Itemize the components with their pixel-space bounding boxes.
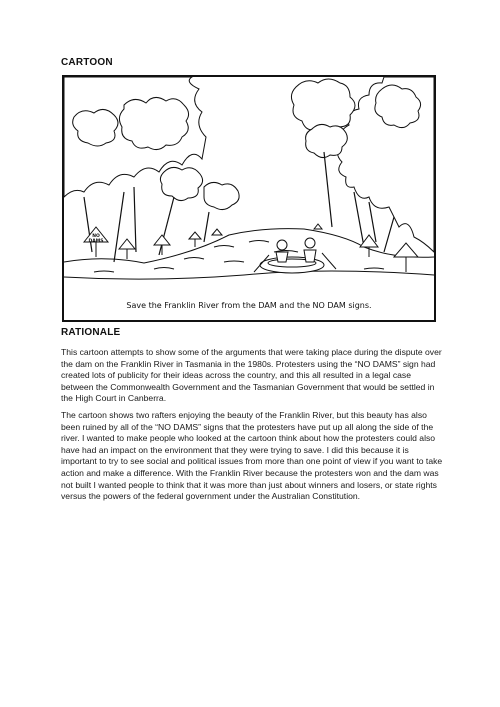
rationale-paragraph-1: This cartoon attempts to show some of the arguments that were taking place during the dispute over the dam on the Franklin River in Tasmania in the 1980s. Protesters using the “NO DAMS” sign had created lots of publicity for their ideas across the country, and this all resulted in a legal case between the Commonwealth Government and the Tasmanian Government that would be settled in the High Court in Canberra. (61, 347, 442, 404)
no-dams-sign (189, 232, 201, 247)
no-dams-sign (314, 224, 322, 229)
cartoon-caption: Save the Franklin River from the DAM and the NO DAM signs. (126, 301, 372, 310)
no-dams-sign (119, 239, 135, 259)
rationale-paragraph-2: The cartoon shows two rafters enjoying the beauty of the Franklin River, but this beauty has also been ruined by all of the “NO DAMS” signs that the protesters have put up all along the side of the river. I wanted to make people who looked at the cartoon think about how the protesters could also have had an impact on the environment that they were trying to save. I did this because it is important to try to see social and political issues from more than one point of view if you want to take action and make a difference. With the Franklin River because the protesters won and the dam was not built I wanted people to think that it was more than just about winners and losers, or state rights versus the powers of the federal government under the Australian Constitution. (61, 410, 443, 502)
rationale-heading: RATIONALE (61, 327, 121, 338)
cartoon-drawing (64, 77, 434, 320)
no-dams-sign (212, 229, 222, 235)
no-dams-sign (394, 243, 418, 272)
sign-text-no: NO (92, 234, 100, 239)
no-dams-sign (154, 235, 170, 255)
cartoon-heading: CARTOON (61, 57, 113, 68)
sign-text-dams: DAMS (88, 239, 104, 244)
raft-with-rafters (254, 238, 336, 273)
left-trees (64, 77, 239, 210)
cartoon-illustration (62, 75, 436, 322)
right-trees (291, 77, 434, 252)
river (64, 229, 434, 279)
no-dams-sign (84, 227, 108, 257)
